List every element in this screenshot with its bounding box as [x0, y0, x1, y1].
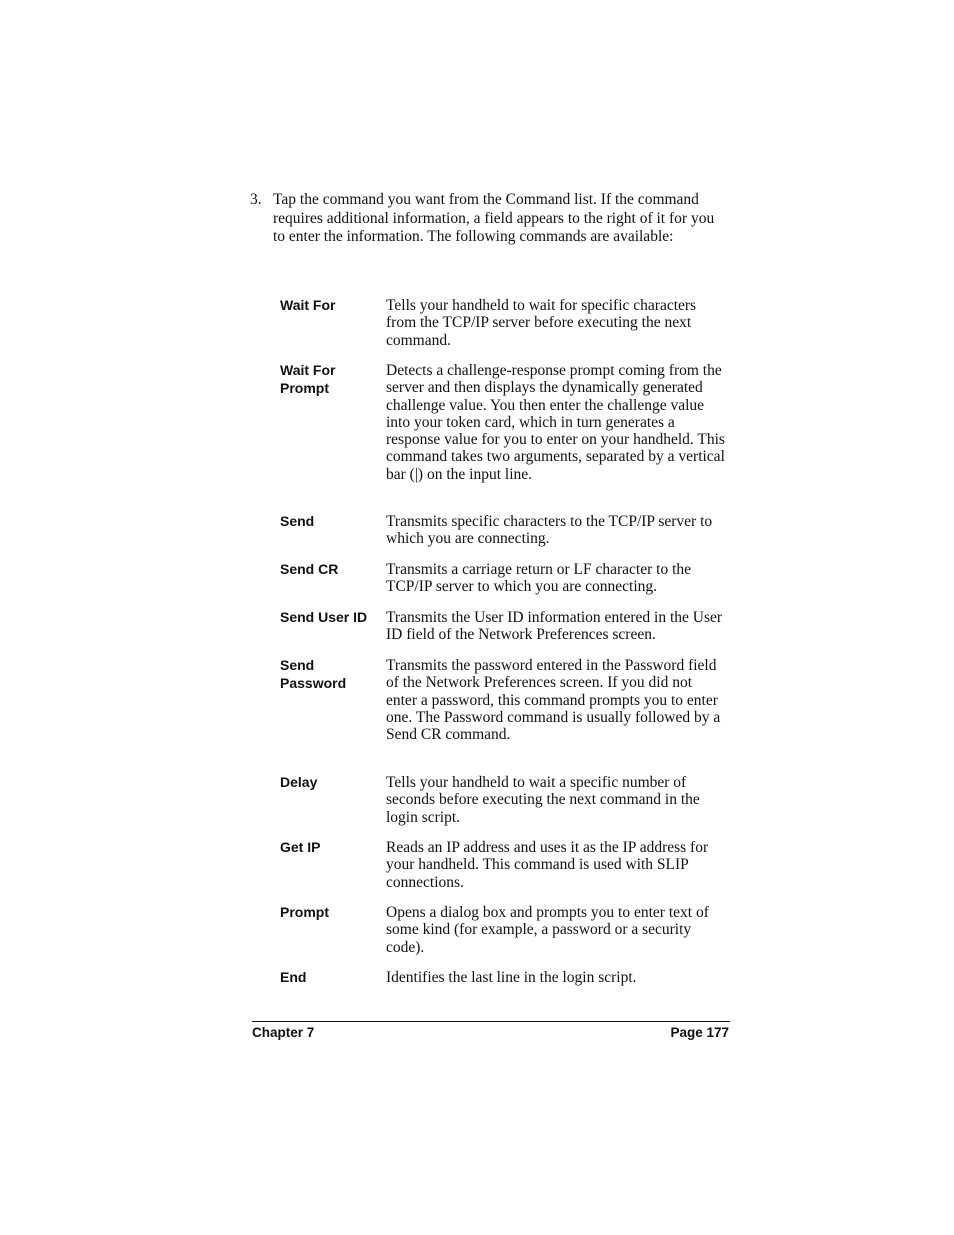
command-description: Identifies the last line in the login script.	[386, 969, 637, 986]
command-description: Reads an IP address and uses it as the IP address for your handheld. This command is used with SLIP connections.	[386, 839, 709, 891]
command-name: Prompt	[280, 904, 329, 920]
command-description: Opens a dialog box and prompts you to enter text of some kind (for example, a password or a security code).	[386, 904, 709, 956]
step-text: Tap the command you want from the Command list. If the command requires additional information, a field appears to the right of it for you to enter the information. The following commands are available:	[273, 191, 715, 245]
command-name: Wait For Prompt	[280, 362, 336, 396]
command-description: Transmits the User ID information entered in the User ID field of the Network Preferences screen.	[386, 609, 723, 644]
command-name: Wait For	[280, 297, 336, 313]
command-description: Tells your handheld to wait a specific number of seconds before executing the next command in the login script.	[386, 774, 700, 826]
footer-page-number: Page 177	[670, 1025, 729, 1040]
command-description: Transmits the password entered in the Password field of the Network Preferences screen. If you did not enter a password, this command prompts you to enter one. The Password command is usually followed by a Send CR command.	[386, 657, 721, 744]
command-description: Transmits specific characters to the TCP/IP server to which you are connecting.	[386, 513, 713, 548]
command-name: End	[280, 969, 307, 985]
command-name: Delay	[280, 774, 318, 790]
command-description: Tells your handheld to wait for specific characters from the TCP/IP server before executing the next command.	[386, 297, 697, 349]
command-name: Send Password	[280, 657, 347, 691]
command-name: Send User ID	[280, 609, 368, 625]
footer-divider	[252, 1021, 730, 1022]
command-description: Detects a challenge-response prompt coming from the server and then displays the dynamically generated challenge value. You then enter the challenge value into your token card, which in turn generates a response value for you to enter on your handheld. This command takes two arguments, separated by a vertical bar (|) on the input line.	[386, 362, 725, 483]
footer-chapter: Chapter 7	[252, 1025, 315, 1040]
command-description: Transmits a carriage return or LF character to the TCP/IP server to which you are connecting.	[386, 561, 692, 596]
command-name: Send	[280, 513, 315, 529]
command-name: Send CR	[280, 561, 339, 577]
step-number: 3.	[250, 191, 262, 208]
command-name: Get IP	[280, 839, 321, 855]
